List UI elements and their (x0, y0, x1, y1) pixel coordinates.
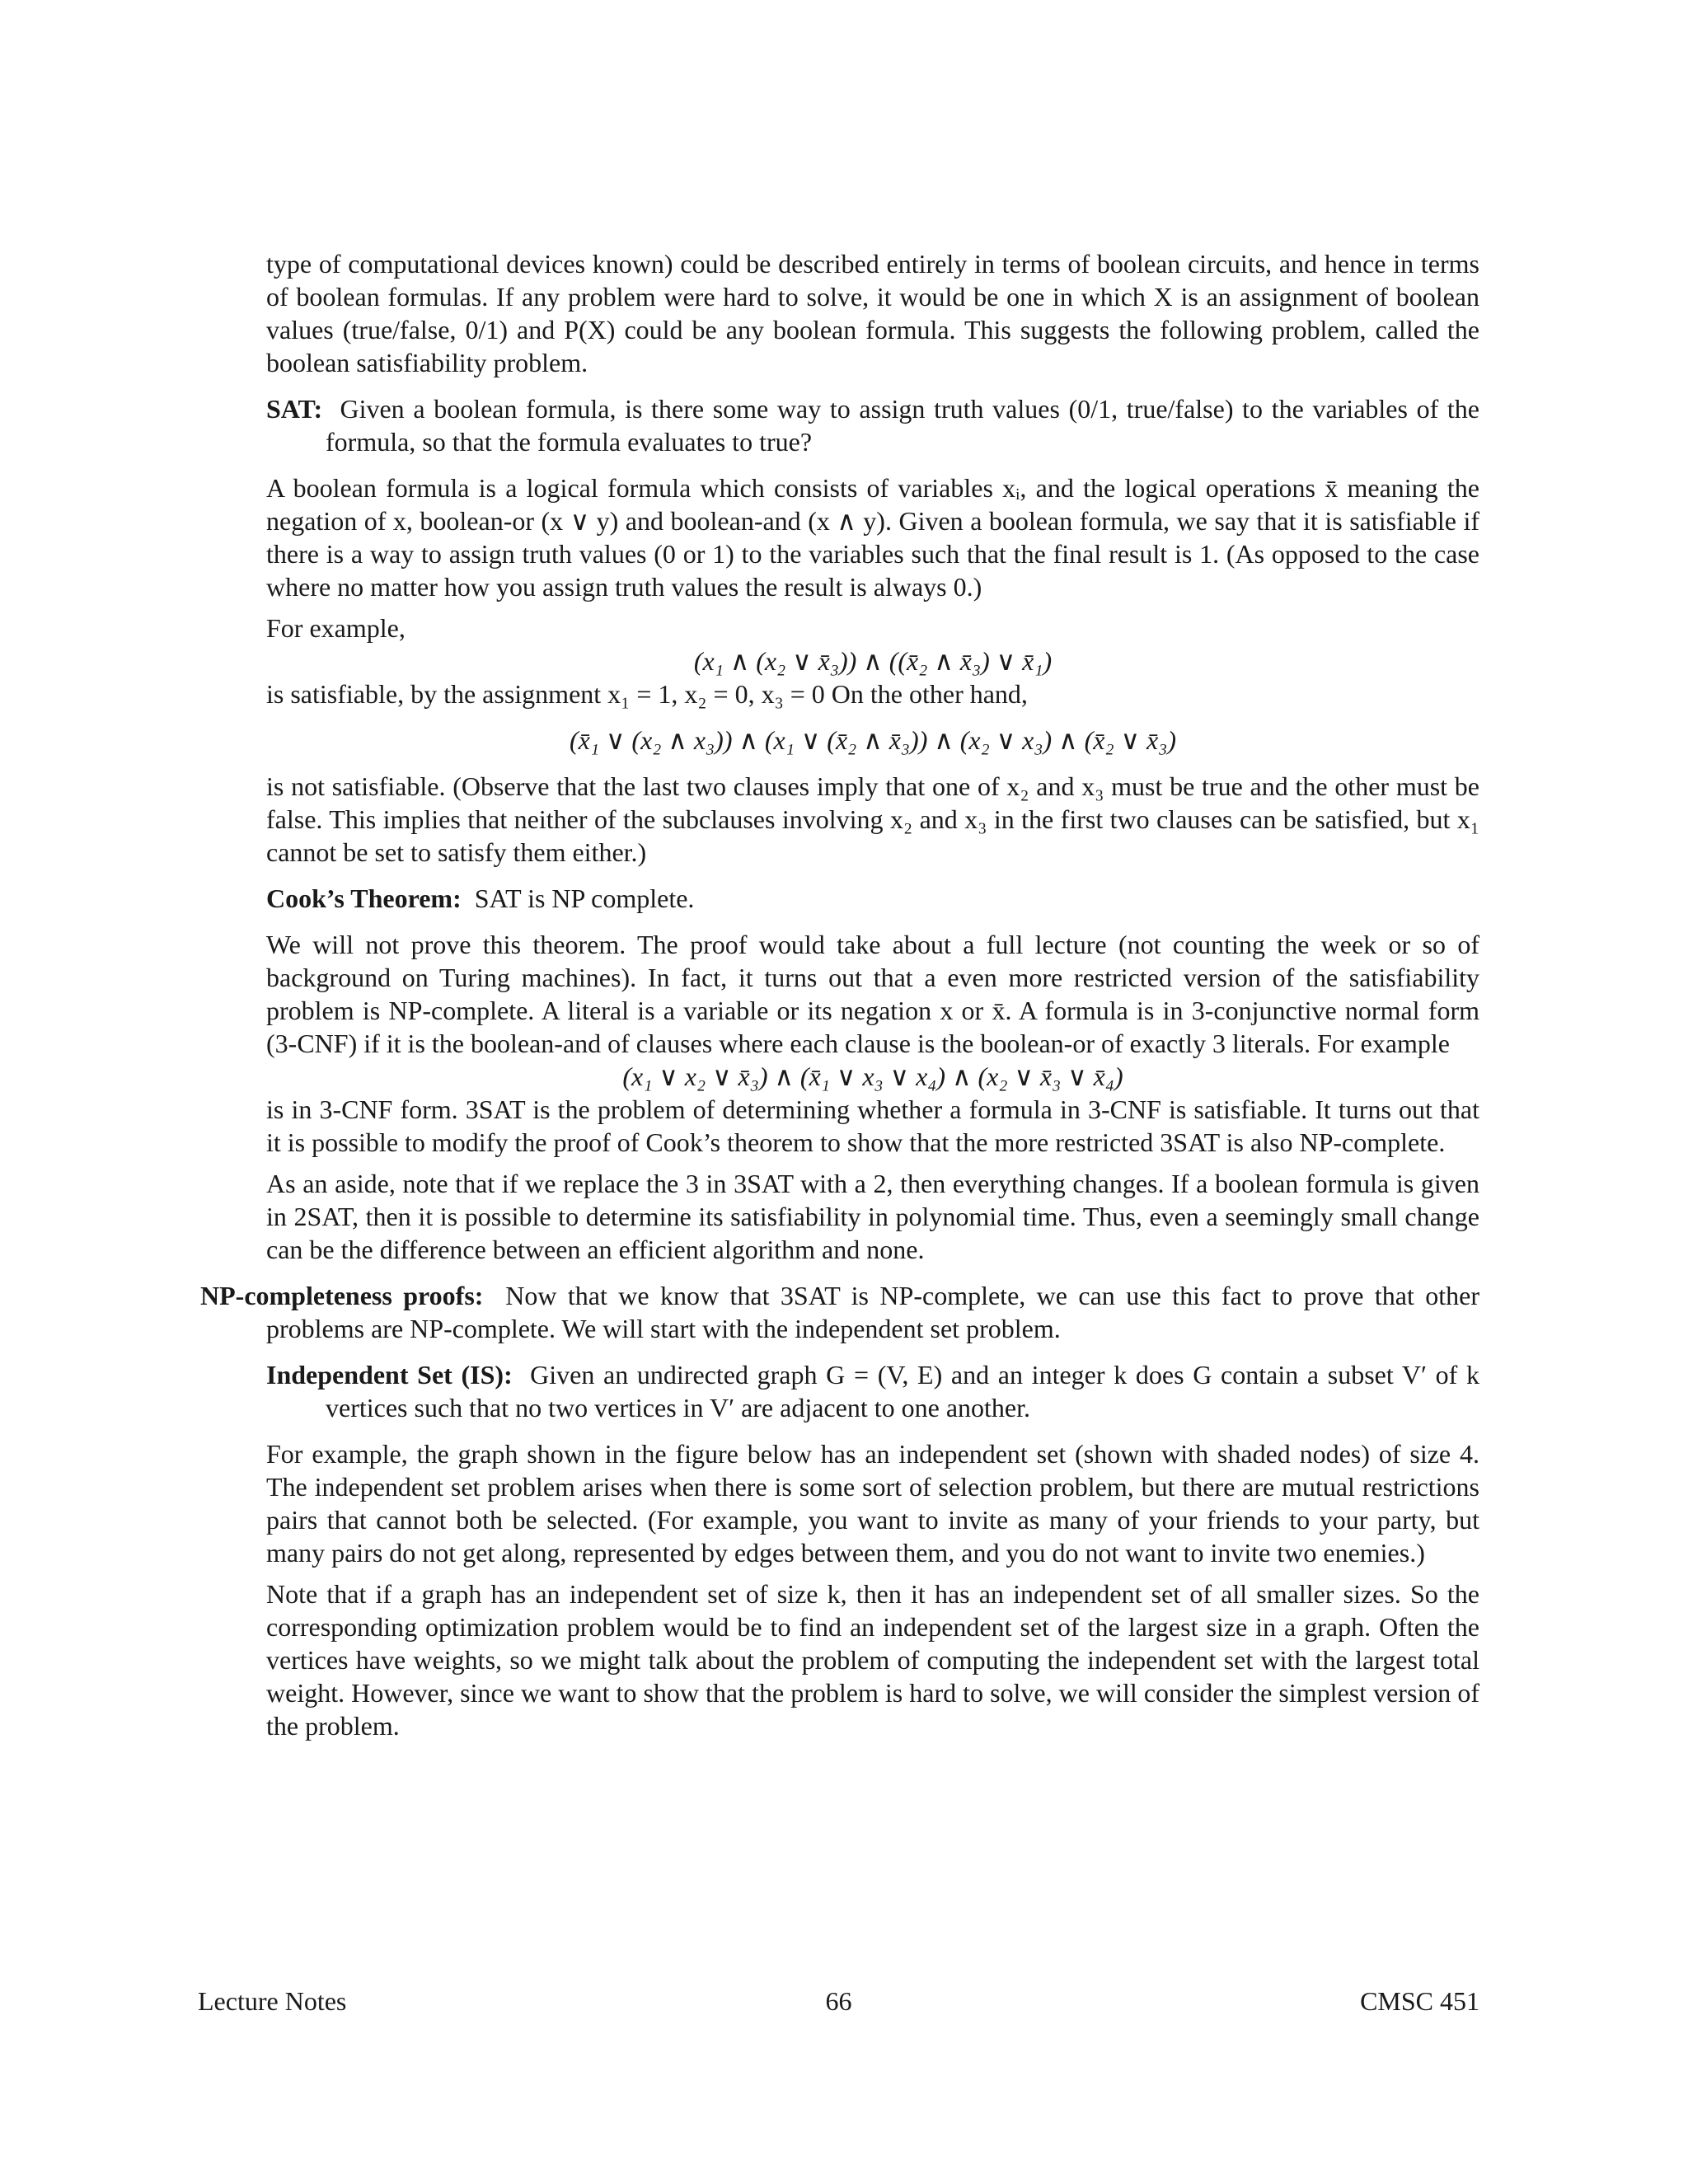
paragraph-2sat: As an aside, note that if we replace the 3 in 3SAT with a 2, then everything changes. If a boolean formula is given in 2SAT, then it is possible to determine its satisfiability in polynomial time. Thus, even a seemingly small change can be the difference between an efficient algorithm and none. (266, 1169, 1479, 1264)
paragraph-3sat: is in 3-CNF form. 3SAT is the problem of determining whether a formula in 3-CNF is satisfiable. It turns out that it is possible to modify the proof of Cook’s theorem to show that the more restricted 3SAT is also NP-complete. (266, 1094, 1479, 1157)
cook-theorem (266, 882, 1479, 915)
paragraph-intro: type of computational devices known) could be described entirely in terms of boolean circuits, and hence in terms of boolean formulas. If any problem were hard to solve, it would be one in which X is an assignment of boolean values (true/false, 0/1) and P(X) could be any boolean formula. This suggests the following problem, called the boolean satisfiability problem. (266, 249, 1479, 377)
np-completeness-proofs (200, 1279, 1479, 1345)
page-number: 66 (825, 1986, 852, 2016)
footer-left: Lecture Notes (198, 1986, 347, 2016)
np-label: NP-completeness proofs: (200, 1281, 484, 1310)
cook-text: SAT is NP complete. (474, 883, 695, 913)
np-text: Now that we know that 3SAT is NP-complete, we can use this fact to prove that other problems are NP-complete. We will start with the independent set problem. (266, 1281, 1480, 1343)
paragraph-is-sizes: Note that if a graph has an independent set of size k, then it has an independent set of all smaller sizes. So the corresponding optimization problem would be to find an independent set of the largest size in a graph. Often the vertices have weights, so we might talk about the problem of computing the independent set with the largest total weight. However, since we want to show that the problem is hard to solve, we will consider the simplest version of the problem. (266, 1579, 1479, 1741)
equation-3cnf: (x₁ ∨ x₂ ∨ x̄₃) ∧ (x̄₁ ∨ x₃ ∨ x₄) ∧ (x₂ ∨ x̄₃ ∨ x̄₄) (622, 1062, 1123, 1091)
independent-set-definition (266, 1358, 1479, 1424)
paragraph-assignment: is satisfiable, by the assignment x₁ = 1, x₂ = 0, x₃ = 0 On the other hand, (266, 679, 1028, 709)
sat-definition (266, 392, 1479, 458)
equation-satisfiable: (x₁ ∧ (x₂ ∨ x̄₃)) ∧ ((x̄₂ ∧ x̄₃) ∨ x̄₁) (693, 646, 1053, 676)
paragraph-boolean-formula: A boolean formula is a logical formula which consists of variables xᵢ, and the logical operations x̄ meaning the negation of x, boolean-or (x ∨ y) and boolean-and (x ∧ y). Given a boolean formula, we say that it is satisfiable if there is a way to assign truth values (0 or 1) to the variables such that the final result is 1. (As opposed to the case where no matter how you assign truth values the result is always 0.) (266, 473, 1479, 602)
footer-right: CMSC 451 (1360, 1986, 1479, 2016)
paragraph-is-example: For example, the graph shown in the figure below has an independent set (shown with shaded nodes) of size 4. The independent set problem arises when there is some sort of selection problem, but there are mutual restrictions pairs that cannot both be selected. (For example, you want to invite as many of your friends to your party, but many pairs do not get along, represented by edges between them, and you do not want to invite two enemies.) (266, 1439, 1479, 1568)
is-text: Given an undirected graph G = (V, E) and an integer k does G contain a subset V′ of k vertices such that no two vertices in V′ are adjacent to one another. (326, 1360, 1480, 1422)
paragraph-3cnf: We will not prove this theorem. The proof would take about a full lecture (not counting the week or so of background on Turing machines). In fact, it turns out that a even more restricted version of the satisfiability problem is NP-complete. A literal is a variable or its negation x or x̄. A formula is in 3-conjunctive normal form (3-CNF) if it is the boolean-and of clauses where each clause is the boolean-or of exactly 3 literals. For example (266, 930, 1479, 1058)
sat-label: SAT: (266, 394, 323, 424)
equation-unsatisfiable: (x̄₁ ∨ (x₂ ∧ x₃)) ∧ (x₁ ∨ (x̄₂ ∧ x̄₃)) ∧ (x₂ ∨ x₃) ∧ (x̄₂ ∨ x̄₃) (570, 725, 1176, 755)
is-label: Independent Set (IS): (266, 1360, 513, 1390)
cook-label: Cook’s Theorem: (266, 883, 462, 913)
paragraph-not-satisfiable: is not satisfiable. (Observe that the last two clauses imply that one of x₂ and x₃ must be true and the other must be false. This implies that neither of the subclauses involving x₂ and x₃ in the first two clauses can be satisfied, but x₁ cannot be set to satisfy them either.) (266, 771, 1479, 867)
sat-text: Given a boolean formula, is there some way to assign truth values (0/1, true/false) to the variables of the formula, so that the formula evaluates to true? (326, 394, 1479, 457)
main-text (200, 247, 1480, 1742)
paragraph-for-example: For example, (266, 613, 406, 643)
